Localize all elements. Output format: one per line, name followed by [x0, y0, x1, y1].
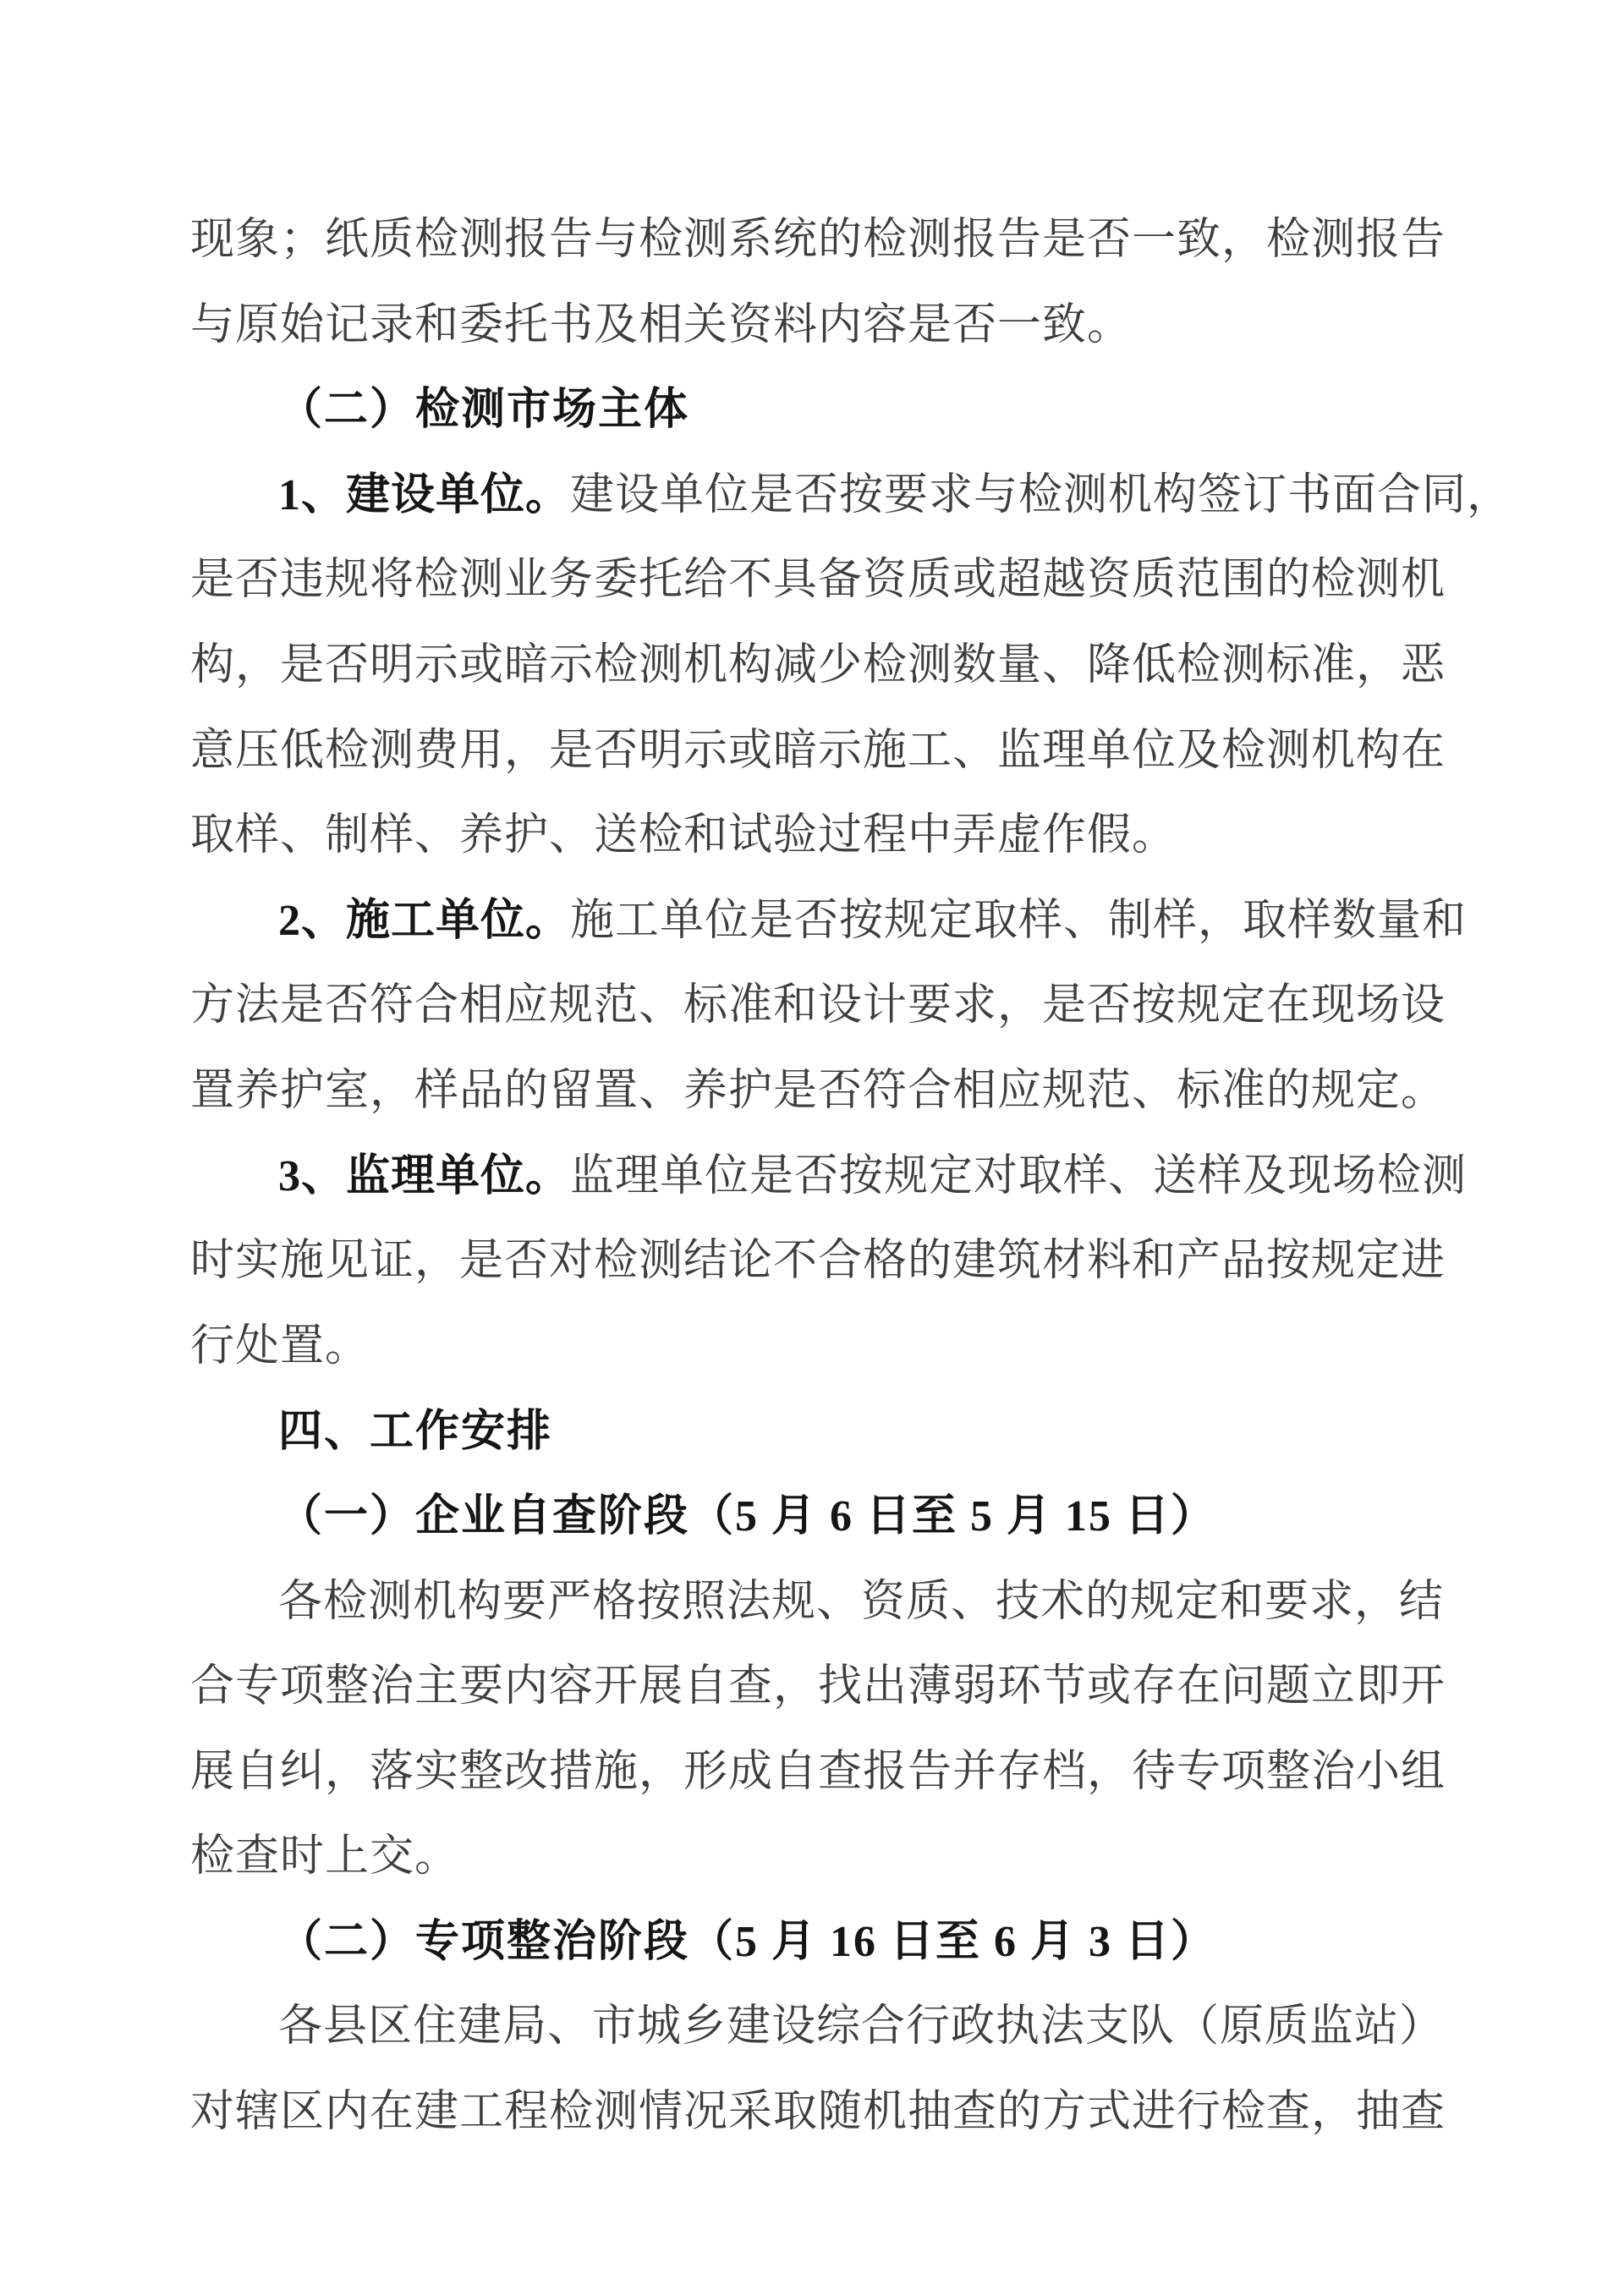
body-text-line — [190, 2070, 1476, 2156]
body-text-line — [190, 1219, 1476, 1305]
text-run: 方法是否符合相应规范、标准和设计要求，是否按规定在现场设 — [190, 981, 1446, 1030]
text-run: 取样、制样、养护、送检和试验过程中弄虚作假。 — [190, 811, 1177, 860]
body-text-line — [190, 1134, 1476, 1220]
body-text-line — [190, 623, 1476, 709]
text-run: 时实施见证，是否对检测结论不合格的建筑材料和产品按规定进 — [190, 1237, 1446, 1286]
body-text-line — [190, 1645, 1476, 1730]
body-text-line — [190, 453, 1512, 539]
section-heading — [190, 368, 1476, 453]
text-run: 现象；纸质检测报告与检测系统的检测报告是否一致，检测报告 — [190, 216, 1446, 264]
bold-text-run: （二）专项整治阶段（5 月 16 日至 6 月 3 日） — [278, 1917, 1217, 1966]
bold-text-run: （二）检测市场主体 — [278, 386, 690, 435]
text-run: 检查时上交。 — [190, 1832, 460, 1881]
section-heading — [190, 1389, 1476, 1475]
body-text-line — [190, 538, 1476, 623]
text-run: 施工单位是否按规定取样、制样，取样数量和 — [570, 896, 1468, 945]
body-text-line — [190, 283, 1476, 369]
section-heading — [190, 1475, 1476, 1560]
body-text-line — [190, 964, 1476, 1049]
bold-text-run: 四、工作安排 — [278, 1407, 553, 1457]
text-run: 意压低检测费用，是否明示或暗示施工、监理单位及检测机构在 — [190, 726, 1446, 775]
body-text-line — [190, 794, 1476, 879]
body-text-line — [190, 1305, 1476, 1390]
bold-text-run: （一）企业自查阶段（5 月 6 日至 5 月 15 日） — [278, 1491, 1217, 1541]
bold-text-run: 2、施工单位。 — [278, 896, 571, 945]
body-text-line — [190, 1815, 1476, 1900]
text-run: 展自纠，落实整改措施，形成自查报告并存档，待专项整治小组 — [190, 1747, 1446, 1796]
body-text-line — [190, 1985, 1476, 2070]
text-run: 置养护室，样品的留置、养护是否符合相应规范、标准的规定。 — [190, 1066, 1446, 1115]
body-text-line — [190, 1730, 1476, 1815]
bold-text-run: 3、监理单位。 — [278, 1151, 571, 1200]
text-run: 与原始记录和委托书及相关资料内容是否一致。 — [190, 300, 1133, 349]
section-heading — [190, 1900, 1476, 1986]
text-run: 监理单位是否按规定对取样、送样及现场检测 — [570, 1151, 1468, 1200]
text-run: 行处置。 — [190, 1321, 370, 1370]
body-text-line — [190, 1049, 1476, 1134]
text-run: 各检测机构要严格按照法规、资质、技术的规定和要求，结 — [278, 1577, 1445, 1626]
document-body — [190, 198, 1512, 2156]
text-run: 构，是否明示或暗示检测机构减少检测数量、降低检测标准，恶 — [190, 640, 1446, 689]
text-run: 各县区住建局、市城乡建设综合行政执法支队（原质监站） — [278, 2002, 1445, 2052]
body-text-line — [190, 709, 1476, 794]
body-text-line — [190, 198, 1476, 283]
bold-text-run: 1、建设单位。 — [278, 470, 571, 519]
body-text-line — [190, 879, 1476, 964]
text-run: 是否违规将检测业务委托给不具备资质或超越资质范围的检测机 — [190, 556, 1446, 605]
text-run: 建设单位是否按要求与检测机构签订书面合同， — [570, 470, 1512, 519]
text-run: 合专项整治主要内容开展自查，找出薄弱环节或存在问题立即开 — [190, 1662, 1446, 1711]
body-text-line — [190, 1560, 1476, 1645]
text-run: 对辖区内在建工程检测情况采取随机抽查的方式进行检查，抽查 — [190, 2088, 1446, 2137]
